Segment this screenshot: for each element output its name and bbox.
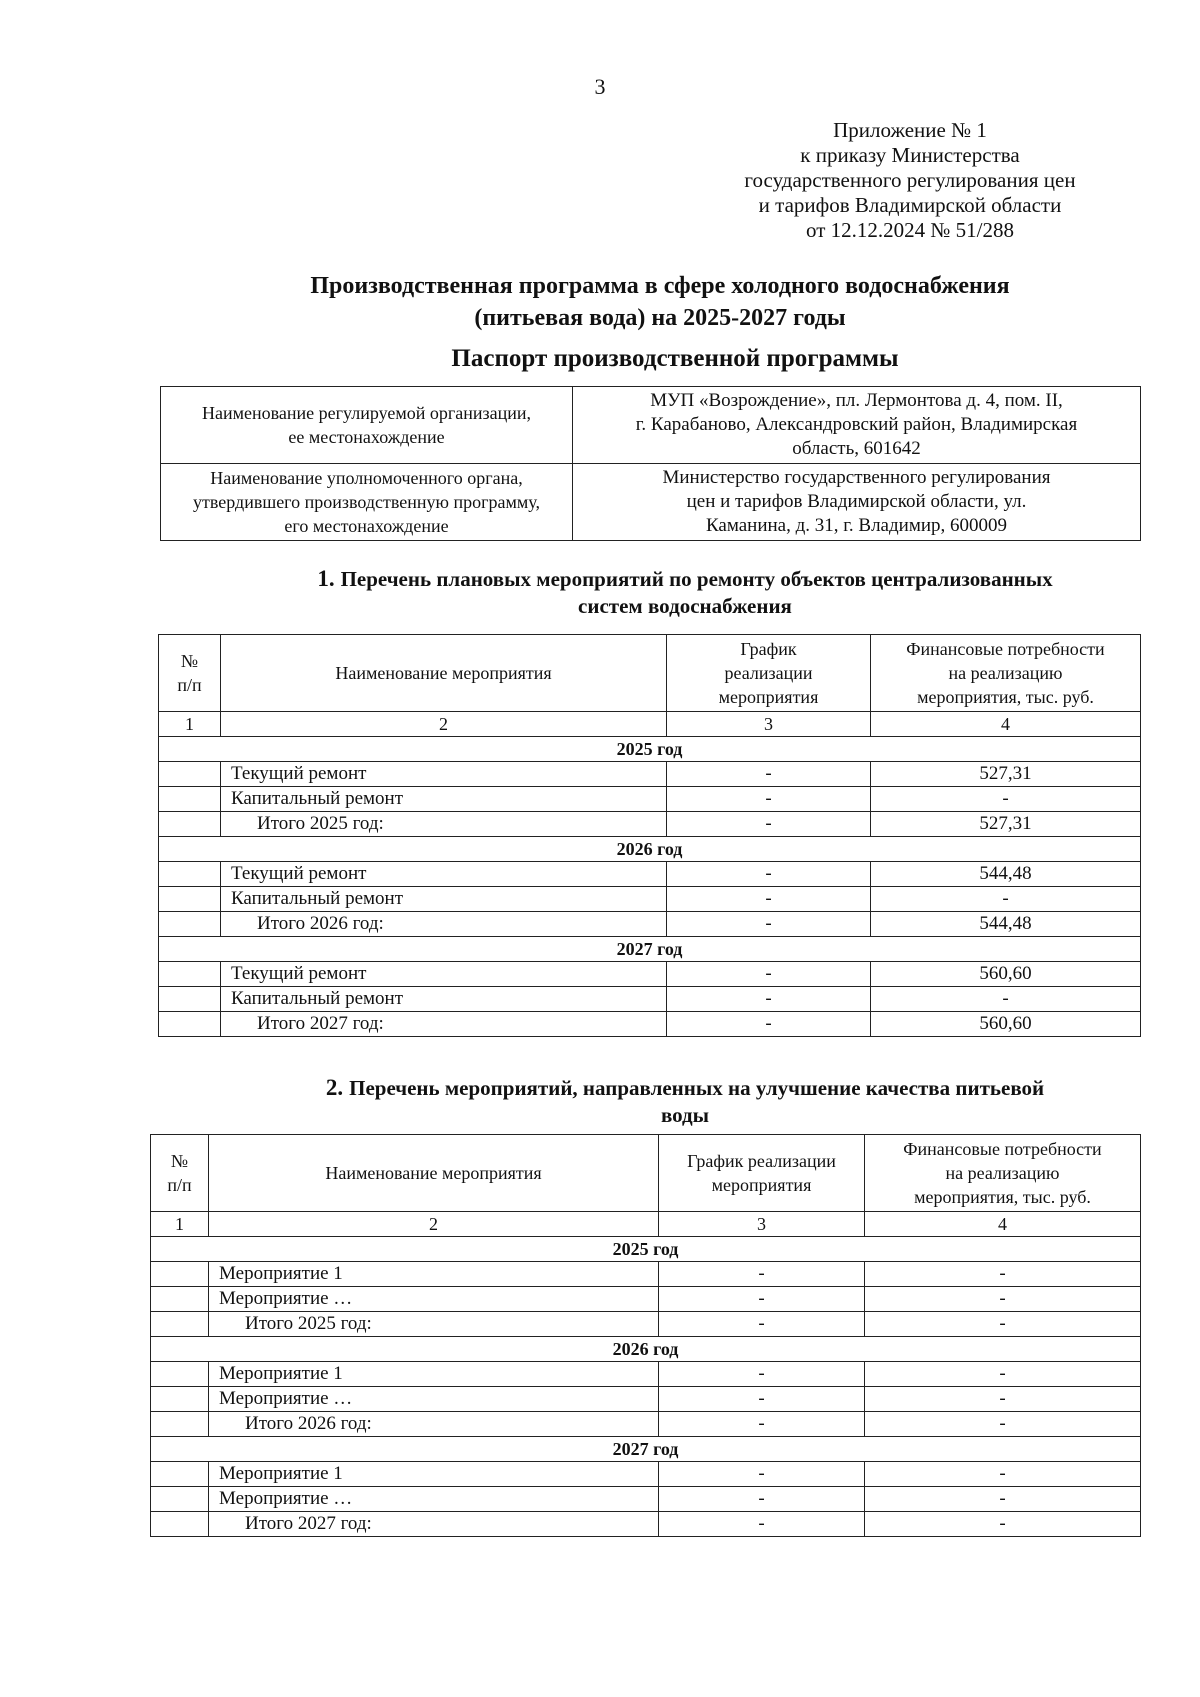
passport-row	[161, 464, 1141, 541]
activity-name-cell: Текущий ремонт	[221, 962, 667, 987]
activity-name-cell: Мероприятие …	[209, 1487, 659, 1512]
schedule-cell: -	[667, 1012, 871, 1037]
section-title-text: воды	[660, 1103, 710, 1127]
passport-text: цен и тарифов Владимирской области, ул.	[686, 491, 1027, 512]
header-text: График реализации	[687, 1151, 836, 1171]
document-title-line: Производственная программа в сфере холодного водоснабжения	[310, 273, 1010, 299]
passport-text: Каманина, д. 31, г. Владимир, 600009	[705, 515, 1008, 536]
table-row	[151, 1287, 1141, 1312]
table-row	[151, 1462, 1141, 1487]
appendix-line: к приказу Министерства	[800, 143, 1020, 167]
header-text: Финансовые потребности	[903, 1139, 1102, 1159]
schedule-cell: -	[659, 1262, 865, 1287]
table-row	[151, 1262, 1141, 1287]
activity-name-cell: Текущий ремонт	[221, 762, 667, 787]
cost-cell: 527,31	[871, 812, 1141, 837]
passport-text: утвердившего производственную программу,	[193, 492, 540, 512]
passport-value-cell	[573, 387, 1141, 464]
row-number-cell	[151, 1362, 209, 1387]
activity-name-cell: Капитальный ремонт	[221, 887, 667, 912]
header-text: мероприятия, тыс. руб.	[917, 687, 1094, 707]
cost-cell: -	[871, 987, 1141, 1012]
header-cell-number	[151, 1135, 209, 1212]
cost-cell: -	[871, 787, 1141, 812]
cost-cell: 527,31	[871, 762, 1141, 787]
total-label-cell: Итого 2025 год:	[209, 1312, 659, 1337]
total-label-cell: Итого 2026 год:	[209, 1412, 659, 1437]
appendix-line: от 12.12.2024 № 51/288	[805, 218, 1015, 242]
header-text: п/п	[167, 1175, 192, 1195]
row-number-cell	[159, 887, 221, 912]
table-row	[159, 812, 1141, 837]
schedule-cell: -	[659, 1512, 865, 1537]
repair-plan-table	[158, 634, 1141, 1037]
activity-name-cell: Мероприятие 1	[209, 1462, 659, 1487]
column-number-cell: 1	[159, 712, 221, 737]
row-number-cell	[151, 1412, 209, 1437]
passport-text: Наименование уполномоченного органа,	[210, 468, 523, 488]
document-title-line: (питьевая вода) на 2025-2027 годы	[474, 305, 846, 331]
row-number-cell	[151, 1312, 209, 1337]
column-number-row	[159, 712, 1141, 737]
schedule-cell: -	[667, 762, 871, 787]
header-text: мероприятия	[711, 1175, 812, 1195]
table-row	[151, 1362, 1141, 1387]
column-number-cell: 2	[221, 712, 667, 737]
section1-title	[150, 565, 1200, 620]
schedule-cell: -	[659, 1387, 865, 1412]
table-row	[159, 887, 1141, 912]
row-number-cell	[159, 762, 221, 787]
row-number-cell	[159, 912, 221, 937]
year-label: 2026 год	[159, 837, 1141, 862]
header-cell-name	[209, 1135, 659, 1212]
year-label: 2026 год	[151, 1337, 1141, 1362]
cost-cell: -	[865, 1412, 1141, 1437]
activity-name-cell: Мероприятие …	[209, 1387, 659, 1412]
passport-value-cell	[573, 464, 1141, 541]
table-header-row	[159, 635, 1141, 712]
cost-cell: -	[871, 887, 1141, 912]
table-row	[159, 962, 1141, 987]
activity-name-cell: Капитальный ремонт	[221, 987, 667, 1012]
appendix-line: и тарифов Владимирской области	[758, 193, 1062, 217]
cost-cell: -	[865, 1462, 1141, 1487]
passport-text: Наименование регулируемой организации,	[201, 403, 531, 423]
year-label: 2027 год	[159, 937, 1141, 962]
section-number: 1.	[317, 566, 335, 591]
activity-name-cell: Текущий ремонт	[221, 862, 667, 887]
table-row	[151, 1487, 1141, 1512]
table-row	[159, 987, 1141, 1012]
cost-cell: -	[865, 1312, 1141, 1337]
appendix-line: государственного регулирования цен	[744, 168, 1076, 192]
row-number-cell	[151, 1287, 209, 1312]
document-title	[130, 270, 1190, 334]
table-row	[159, 1012, 1141, 1037]
cost-cell: 544,48	[871, 862, 1141, 887]
header-text: Финансовые потребности	[906, 639, 1105, 659]
row-number-cell	[159, 962, 221, 987]
cost-cell: -	[865, 1387, 1141, 1412]
header-cell-schedule	[667, 635, 871, 712]
header-text: п/п	[177, 675, 202, 695]
column-number-cell: 4	[865, 1212, 1141, 1237]
passport-text: ее местонахождение	[288, 427, 445, 447]
schedule-cell: -	[659, 1362, 865, 1387]
passport-text: Министерство государственного регулирования	[662, 467, 1051, 488]
passport-text: г. Карабаново, Александровский район, Владимирская	[635, 414, 1078, 435]
header-text: мероприятия	[718, 687, 819, 707]
table-row	[151, 1512, 1141, 1537]
header-text: реализации	[724, 663, 813, 683]
schedule-cell: -	[667, 787, 871, 812]
passport-text: МУП «Возрождение», пл. Лермонтова д. 4, пом. II,	[650, 390, 1063, 411]
header-cell-schedule	[659, 1135, 865, 1212]
year-header-row	[159, 737, 1141, 762]
passport-row	[161, 387, 1141, 464]
activity-name-cell: Мероприятие 1	[209, 1262, 659, 1287]
header-cell-name	[221, 635, 667, 712]
table-row	[159, 912, 1141, 937]
year-header-row	[159, 837, 1141, 862]
row-number-cell	[151, 1512, 209, 1537]
year-label: 2025 год	[151, 1237, 1141, 1262]
cost-cell: 560,60	[871, 962, 1141, 987]
header-text: на реализацию	[945, 1163, 1060, 1183]
column-number-row	[151, 1212, 1141, 1237]
year-header-row	[159, 937, 1141, 962]
section-title-text: Перечень мероприятий, направленных на улучшение качества питьевой	[349, 1076, 1045, 1100]
year-header-row	[151, 1237, 1141, 1262]
row-number-cell	[159, 812, 221, 837]
page-number: 3	[594, 74, 606, 99]
appendix-block	[700, 118, 1120, 243]
header-text: мероприятия, тыс. руб.	[914, 1187, 1091, 1207]
appendix-line: Приложение № 1	[833, 118, 987, 142]
table-row	[159, 787, 1141, 812]
section-title-text: Перечень плановых мероприятий по ремонту объектов централизованных	[340, 567, 1053, 591]
table-row	[159, 862, 1141, 887]
passport-text: область, 601642	[792, 438, 921, 459]
header-cell-cost	[871, 635, 1141, 712]
schedule-cell: -	[659, 1312, 865, 1337]
schedule-cell: -	[659, 1287, 865, 1312]
header-text: №	[170, 1151, 189, 1171]
schedule-cell: -	[659, 1412, 865, 1437]
year-header-row	[151, 1337, 1141, 1362]
column-number-cell: 3	[659, 1212, 865, 1237]
passport-label-cell	[161, 387, 573, 464]
column-number-cell: 4	[871, 712, 1141, 737]
cost-cell: -	[865, 1362, 1141, 1387]
schedule-cell: -	[659, 1462, 865, 1487]
year-header-row	[151, 1437, 1141, 1462]
activity-name-cell: Капитальный ремонт	[221, 787, 667, 812]
section2-title	[150, 1074, 1200, 1129]
schedule-cell: -	[667, 912, 871, 937]
header-text: на реализацию	[948, 663, 1063, 683]
schedule-cell: -	[667, 887, 871, 912]
cost-cell: -	[865, 1487, 1141, 1512]
header-text: График	[740, 639, 797, 659]
cost-cell: 544,48	[871, 912, 1141, 937]
passport-text: его местонахождение	[284, 516, 449, 536]
schedule-cell: -	[659, 1487, 865, 1512]
cost-cell: 560,60	[871, 1012, 1141, 1037]
passport-label-cell	[161, 464, 573, 541]
column-number-cell: 2	[209, 1212, 659, 1237]
row-number-cell	[159, 1012, 221, 1037]
column-number-cell: 1	[151, 1212, 209, 1237]
column-number-cell: 3	[667, 712, 871, 737]
total-label-cell: Итого 2027 год:	[221, 1012, 667, 1037]
total-label-cell: Итого 2027 год:	[209, 1512, 659, 1537]
row-number-cell	[159, 862, 221, 887]
table-row	[151, 1312, 1141, 1337]
passport-title: Паспорт производственной программы	[451, 345, 899, 372]
table-header-row	[151, 1135, 1141, 1212]
row-number-cell	[151, 1487, 209, 1512]
year-label: 2025 год	[159, 737, 1141, 762]
activity-name-cell: Мероприятие …	[209, 1287, 659, 1312]
header-cell-number	[159, 635, 221, 712]
section-number: 2.	[325, 1075, 344, 1100]
row-number-cell	[151, 1387, 209, 1412]
activity-name-cell: Мероприятие 1	[209, 1362, 659, 1387]
schedule-cell: -	[667, 987, 871, 1012]
header-text: Наименование мероприятия	[335, 663, 552, 683]
cost-cell: -	[865, 1287, 1141, 1312]
row-number-cell	[151, 1462, 209, 1487]
schedule-cell: -	[667, 812, 871, 837]
row-number-cell	[159, 987, 221, 1012]
cost-cell: -	[865, 1262, 1141, 1287]
header-text: Наименование мероприятия	[325, 1163, 542, 1183]
year-label: 2027 год	[151, 1437, 1141, 1462]
schedule-cell: -	[667, 862, 871, 887]
schedule-cell: -	[667, 962, 871, 987]
total-label-cell: Итого 2025 год:	[221, 812, 667, 837]
row-number-cell	[159, 787, 221, 812]
section-title-text: систем водоснабжения	[578, 594, 792, 618]
table-row	[159, 762, 1141, 787]
table-row	[151, 1412, 1141, 1437]
water-quality-table	[150, 1134, 1141, 1537]
cost-cell: -	[865, 1512, 1141, 1537]
table-row	[151, 1387, 1141, 1412]
row-number-cell	[151, 1262, 209, 1287]
header-text: №	[180, 651, 199, 671]
header-cell-cost	[865, 1135, 1141, 1212]
passport-table	[160, 386, 1141, 541]
total-label-cell: Итого 2026 год:	[221, 912, 667, 937]
